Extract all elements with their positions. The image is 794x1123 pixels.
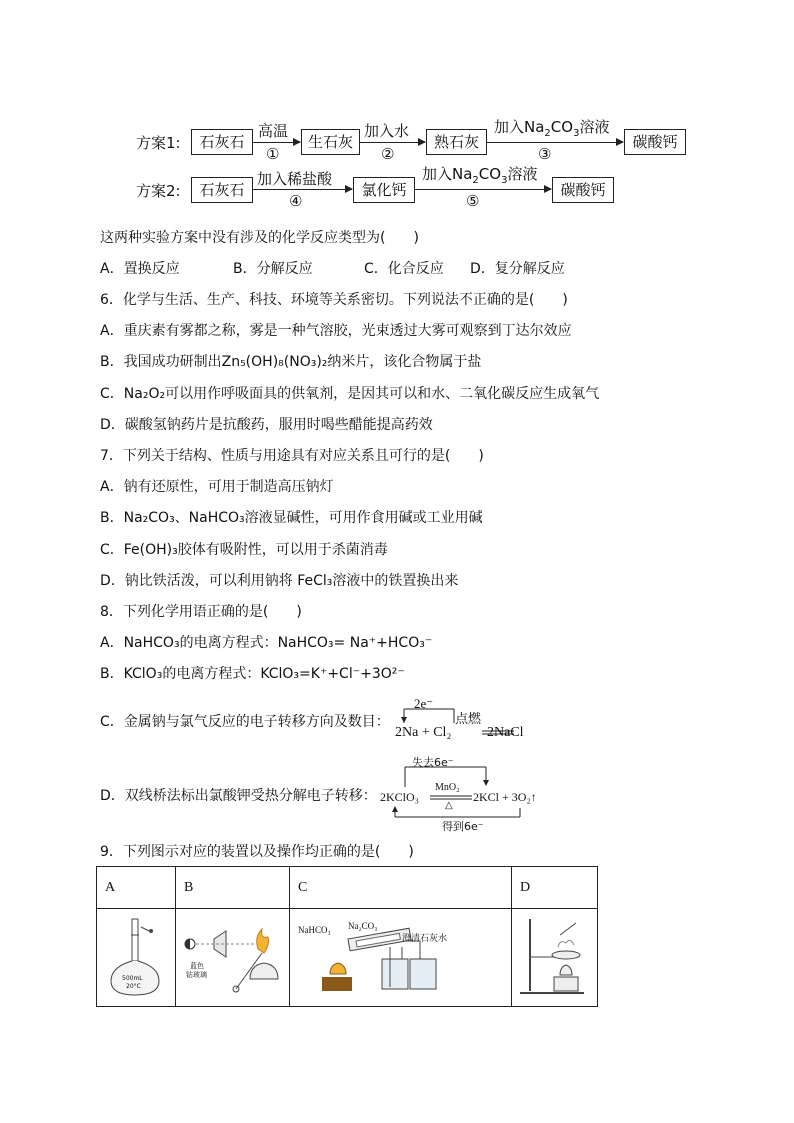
caco3-box-2: 碳酸钙 [552, 177, 614, 203]
step-3: ③ [538, 145, 552, 163]
cacl2-box: 氯化钙 [353, 177, 415, 203]
na2co3-label: Na₂CO₃ [348, 921, 378, 931]
quicklime-box: 生石灰 [301, 129, 360, 155]
q7-option-d: D．钠比铁活泼，可以利用钠将 FeCl₃溶液中的铁置换出来 [100, 573, 459, 589]
scheme1-label: 方案1: [136, 134, 181, 152]
q8-option-a: A．NaHCO₃的电离方程式：NaHCO₃= Na⁺+HCO₃⁻ [100, 635, 433, 651]
q8-c-condition: 点燃 [455, 712, 482, 727]
q8-d-equation [380, 752, 540, 834]
q7-stem: 7．下列关于结构、性质与用途具有对应关系且可行的是( ) [100, 448, 484, 464]
q9-header-a: A [97, 867, 176, 909]
limewater-label: 澄清石灰水 [402, 934, 448, 944]
q7-option-a: A．钠有还原性，可用于制造高压钠灯 [100, 479, 334, 495]
q9-options-table [96, 866, 598, 1007]
q8-c-electrons: 2e⁻ [414, 696, 434, 711]
arrow-3 [486, 142, 623, 143]
q8-option-c: C．金属钠与氯气反应的电子转移方向及数目： [100, 714, 390, 730]
q8-d-left: 2KClO₃ [380, 790, 419, 804]
high-temp-label: 高温 [258, 122, 289, 140]
q8-stem: 8．下列化学用语正确的是( ) [100, 604, 302, 620]
q8-c-left: 2Na + Cl₂ [395, 725, 452, 740]
add-na2co3-label-2: 加入$Na_2CO_3$溶液 [422, 165, 538, 186]
step-5: ⑤ [466, 192, 480, 210]
q9-header-d: D [512, 867, 598, 909]
flame-test-icon [176, 909, 289, 1001]
add-hcl-label: 加入稀盐酸 [257, 170, 333, 188]
q8-c-equation [392, 696, 542, 742]
add-na2co3-label-1: 加入$Na_2CO_3$溶液 [494, 118, 610, 139]
q8-option-b: B．KClO₃的电离方程式：KClO₃=K⁺+Cl⁻+3O²⁻ [100, 666, 405, 682]
q6-stem: 6．化学与生活、生产、科技、环境等关系密切。下列说法不正确的是( ) [100, 292, 568, 308]
cobalt-glass-label-2: 钴玻璃 [186, 971, 207, 979]
q7-option-b: B．Na₂CO₃、NaHCO₃溶液显碱性，可用作食用碱或工业用碱 [100, 510, 483, 526]
q7-option-c: C．Fe(OH)₃胶体有吸附性，可以用于杀菌消毒 [100, 542, 388, 558]
q8-d-catalyst: MnO₂ [435, 782, 460, 793]
flask-temp: 20°C [126, 983, 141, 990]
step-4: ④ [289, 192, 303, 210]
q8-d-lose: 失去6e⁻ [412, 756, 454, 769]
q9-image-b [176, 909, 290, 1007]
q8-d-gain: 得到6e⁻ [442, 820, 484, 833]
arrow-4 [252, 189, 352, 190]
q8-d-right: 2KCl + 3O₂↑ [473, 790, 537, 804]
q5-option-d: D．复分解反应 [470, 261, 565, 277]
q6-option-a: A．重庆素有雾都之称，雾是一种气溶胶，光束透过大雾可观察到丁达尔效应 [100, 323, 572, 339]
q9-stem: 9．下列图示对应的装置以及操作均正确的是( ) [100, 844, 414, 860]
q9-header-b: B [176, 867, 290, 909]
q5-option-c: C．化合反应 [364, 261, 444, 277]
q9-image-c [290, 909, 512, 1007]
scheme1-limestone-box: 石灰石 [191, 129, 253, 155]
step-1: ① [266, 145, 280, 163]
q8-d-heat: △ [445, 800, 453, 811]
q8-c-right: 2NaCl [487, 725, 524, 740]
arrow-1 [252, 142, 300, 143]
q6-option-c: C．Na₂O₂可以用作呼吸面具的供氧剂，是因其可以和水、二氧化碳反应生成氧气 [100, 386, 600, 402]
q5-option-b: B．分解反应 [233, 261, 313, 277]
q9-image-a [97, 909, 176, 1007]
slaked-lime-box: 熟石灰 [426, 129, 487, 155]
q9-image-d [512, 909, 598, 1007]
arrow-5 [414, 189, 551, 190]
arrow-2 [359, 142, 425, 143]
add-water-label: 加入水 [364, 122, 410, 140]
q6-option-b: B．我国成功研制出Zn₅(OH)₈(NO₃)₂纳米片，该化合物属于盐 [100, 354, 482, 370]
evaporation-apparatus-icon [512, 909, 597, 1001]
q5-stem: 这两种实验方案中没有涉及的化学反应类型为( ) [100, 230, 419, 246]
flask-volume: 500mL [122, 975, 143, 982]
carbonate-heating-apparatus-icon [290, 909, 511, 1001]
step-2: ② [381, 145, 395, 163]
q5-option-a: A．置换反应 [100, 261, 180, 277]
q8-option-d: D．双线桥法标出氯酸钾受热分解电子转移： [100, 788, 377, 804]
scheme2-limestone-box: 石灰石 [191, 177, 253, 203]
q6-option-d: D．碳酸氢钠药片是抗酸药，服用时喝些醋能提高药效 [100, 417, 433, 433]
q9-header-c: C [290, 867, 512, 909]
nahco3-label: NaHCO₃ [298, 925, 331, 935]
caco3-box-1: 碳酸钙 [624, 129, 686, 155]
scheme2-label: 方案2: [136, 182, 181, 200]
cobalt-glass-label-1: 蓝色 [190, 962, 204, 970]
